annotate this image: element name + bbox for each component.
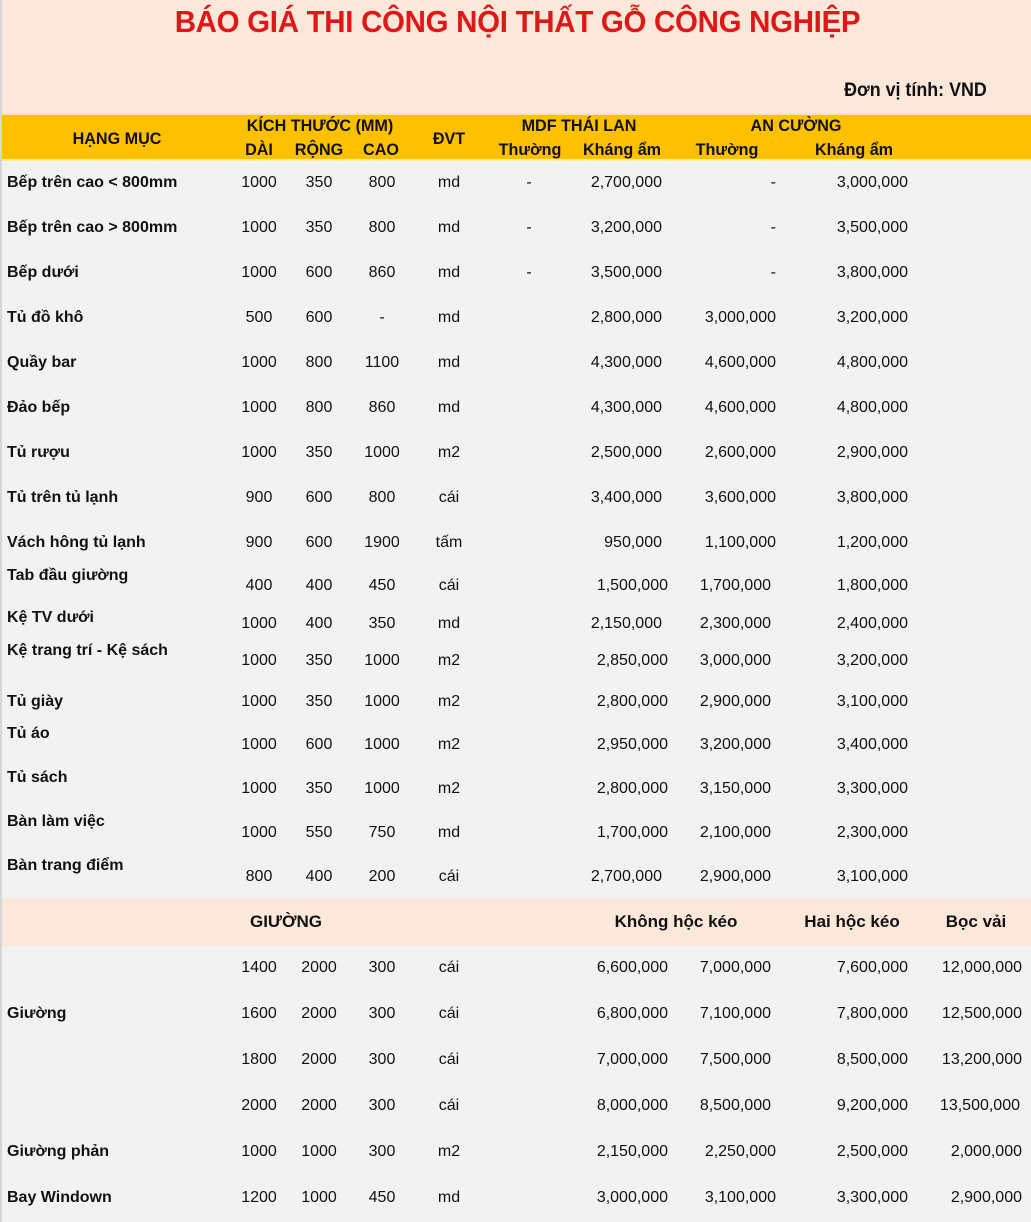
cell-ac-moisture: 3,800,000 bbox=[836, 264, 908, 281]
cell-ac-normal: 4,600,000 bbox=[704, 354, 776, 371]
table-row bbox=[2, 444, 1031, 468]
bed-col-fabric: Bọc vải bbox=[945, 912, 1007, 931]
cell-mdf-moisture: 1,700,000 bbox=[596, 824, 668, 841]
cell-mdf-normal: - bbox=[526, 174, 532, 191]
cell-height: 800 bbox=[368, 174, 396, 191]
bed-cell-width: 2000 bbox=[301, 1097, 337, 1114]
cell-width: 600 bbox=[305, 489, 333, 506]
header-mdf-group: MDF THÁI LAN bbox=[521, 116, 637, 135]
cell-height: 800 bbox=[368, 489, 396, 506]
item-name: Bếp trên cao < 800mm bbox=[7, 174, 178, 191]
bed-cell-unit: cái bbox=[438, 1051, 460, 1068]
cell-height: 1000 bbox=[364, 736, 400, 753]
table-row bbox=[2, 567, 1031, 601]
cell-ac-normal: 4,600,000 bbox=[704, 399, 776, 416]
bed-item-name: Giường phản bbox=[7, 1143, 110, 1160]
bed-cell-length: 1600 bbox=[241, 1005, 277, 1022]
cell-mdf-moisture: 4,300,000 bbox=[590, 399, 662, 416]
cell-length: 900 bbox=[245, 534, 273, 551]
cell-height: 450 bbox=[368, 577, 396, 594]
cell-length: 800 bbox=[245, 868, 273, 885]
item-name: Tủ trên tủ lạnh bbox=[7, 489, 119, 506]
cell-unit: md bbox=[437, 354, 461, 371]
bed-cell-unit: md bbox=[437, 1189, 461, 1206]
bed-cell-length: 1200 bbox=[241, 1189, 277, 1206]
cell-ac-moisture: 3,200,000 bbox=[836, 652, 908, 669]
cell-mdf-moisture: 3,200,000 bbox=[590, 219, 662, 236]
bed-cell-p4: 12,000,000 bbox=[941, 959, 1022, 976]
bed-cell-p3: 7,800,000 bbox=[836, 1005, 908, 1022]
cell-unit: md bbox=[437, 219, 461, 236]
bed-table-row bbox=[2, 1005, 1031, 1029]
bed-cell-length: 1000 bbox=[241, 1143, 277, 1160]
bed-cell-height: 300 bbox=[368, 1097, 396, 1114]
bed-table-row bbox=[2, 1143, 1031, 1167]
bed-cell-height: 300 bbox=[368, 959, 396, 976]
table-row bbox=[2, 219, 1031, 243]
cell-width: 600 bbox=[305, 309, 333, 326]
header-length: DÀI bbox=[245, 140, 273, 159]
header-ancuong-moisture: Kháng ẩm bbox=[814, 140, 894, 159]
cell-mdf-moisture: 950,000 bbox=[604, 534, 662, 551]
cell-ac-normal: - bbox=[770, 174, 776, 191]
page-title: BÁO GIÁ THI CÔNG NỘI THẤT GỖ CÔNG NGHIỆP bbox=[174, 4, 861, 39]
cell-ac-normal: 3,000,000 bbox=[699, 652, 771, 669]
table-row bbox=[2, 693, 1031, 717]
cell-length: 1000 bbox=[241, 399, 277, 416]
bed-cell-p2: 3,100,000 bbox=[704, 1189, 776, 1206]
cell-width: 600 bbox=[305, 534, 333, 551]
item-name: Bàn làm việc bbox=[7, 813, 105, 830]
cell-height: 860 bbox=[368, 399, 396, 416]
table-row bbox=[2, 399, 1031, 423]
cell-length: 1000 bbox=[241, 174, 277, 191]
cell-mdf-moisture: 2,700,000 bbox=[590, 174, 662, 191]
bed-cell-unit: cái bbox=[438, 959, 460, 976]
cell-ac-moisture: 2,300,000 bbox=[836, 824, 908, 841]
cell-length: 1000 bbox=[241, 615, 277, 632]
cell-unit: md bbox=[437, 824, 461, 841]
cell-mdf-moisture: 2,850,000 bbox=[596, 652, 668, 669]
cell-height: 1900 bbox=[364, 534, 400, 551]
cell-ac-normal: - bbox=[770, 264, 776, 281]
cell-width: 400 bbox=[305, 577, 333, 594]
bed-cell-p1: 3,000,000 bbox=[596, 1189, 668, 1206]
item-name: Kệ TV dưới bbox=[7, 609, 94, 626]
cell-ac-normal: 2,900,000 bbox=[699, 868, 771, 885]
cell-mdf-moisture: 2,950,000 bbox=[596, 736, 668, 753]
cell-width: 350 bbox=[305, 652, 333, 669]
item-name: Quầy bar bbox=[7, 354, 77, 371]
table-row bbox=[2, 489, 1031, 513]
cell-length: 1000 bbox=[241, 444, 277, 461]
table-header bbox=[2, 113, 1031, 161]
table-row bbox=[2, 264, 1031, 288]
bed-cell-width: 1000 bbox=[301, 1189, 337, 1206]
cell-height: 800 bbox=[368, 219, 396, 236]
bed-cell-p2: 7,000,000 bbox=[699, 959, 771, 976]
cell-mdf-moisture: 2,800,000 bbox=[596, 693, 668, 710]
header-ancuong-normal: Thường bbox=[695, 140, 759, 159]
cell-height: 750 bbox=[368, 824, 396, 841]
table-row bbox=[2, 642, 1031, 676]
cell-height: 1000 bbox=[364, 444, 400, 461]
item-name: Tab đầu giường bbox=[7, 567, 129, 584]
bed-cell-p4: 2,900,000 bbox=[950, 1189, 1022, 1206]
bed-cell-height: 450 bbox=[368, 1189, 396, 1206]
cell-width: 400 bbox=[305, 868, 333, 885]
bed-cell-p1: 2,150,000 bbox=[596, 1143, 668, 1160]
bed-section-title: GIƯỜNG bbox=[249, 912, 323, 931]
cell-mdf-normal: - bbox=[526, 219, 532, 236]
cell-unit: md bbox=[437, 264, 461, 281]
item-name: Bếp trên cao > 800mm bbox=[7, 219, 178, 236]
cell-ac-moisture: 3,300,000 bbox=[836, 780, 908, 797]
cell-width: 550 bbox=[305, 824, 333, 841]
cell-width: 350 bbox=[305, 780, 333, 797]
item-name: Đảo bếp bbox=[7, 399, 71, 416]
cell-unit: m2 bbox=[437, 736, 461, 753]
bed-table-row bbox=[2, 1097, 1031, 1121]
currency-unit-note: Đơn vị tính: VND bbox=[844, 80, 987, 101]
item-name: Kệ trang trí - Kệ sách bbox=[7, 642, 168, 659]
header-ancuong-group: AN CƯỜNG bbox=[750, 116, 842, 135]
bed-cell-unit: cái bbox=[438, 1097, 460, 1114]
cell-mdf-moisture: 1,500,000 bbox=[596, 577, 668, 594]
bed-cell-height: 300 bbox=[368, 1005, 396, 1022]
item-name: Tủ giày bbox=[7, 693, 64, 710]
header-unit: ĐVT bbox=[432, 129, 466, 148]
cell-ac-moisture: 3,000,000 bbox=[836, 174, 908, 191]
bed-item-name: Bay Windown bbox=[7, 1189, 112, 1206]
table-row bbox=[2, 309, 1031, 333]
header-height: CAO bbox=[363, 140, 399, 159]
cell-ac-moisture: 1,800,000 bbox=[836, 577, 908, 594]
item-name: Tủ áo bbox=[7, 725, 50, 742]
bed-col-two-drawers: Hai hộc kéo bbox=[804, 912, 900, 931]
cell-length: 1000 bbox=[241, 693, 277, 710]
cell-width: 600 bbox=[305, 736, 333, 753]
cell-length: 1000 bbox=[241, 264, 277, 281]
cell-height: 1000 bbox=[364, 780, 400, 797]
bed-table-row bbox=[2, 1051, 1031, 1075]
cell-height: 1000 bbox=[364, 693, 400, 710]
bed-cell-length: 1800 bbox=[241, 1051, 277, 1068]
cell-mdf-moisture: 2,150,000 bbox=[590, 615, 662, 632]
cell-unit: cái bbox=[438, 577, 460, 594]
cell-width: 800 bbox=[305, 399, 333, 416]
cell-unit: md bbox=[437, 399, 461, 416]
bed-cell-p2: 2,250,000 bbox=[704, 1143, 776, 1160]
cell-length: 1000 bbox=[241, 824, 277, 841]
bed-group-label: Giường bbox=[7, 1005, 67, 1022]
cell-ac-moisture: 2,900,000 bbox=[836, 444, 908, 461]
title-band bbox=[2, 0, 1031, 113]
cell-height: 350 bbox=[368, 615, 396, 632]
cell-ac-normal: 3,600,000 bbox=[704, 489, 776, 506]
cell-ac-normal: 3,150,000 bbox=[699, 780, 771, 797]
cell-unit: m2 bbox=[437, 693, 461, 710]
header-size-group: KÍCH THƯỚC (MM) bbox=[246, 116, 394, 135]
cell-width: 350 bbox=[305, 444, 333, 461]
cell-mdf-normal: - bbox=[526, 264, 532, 281]
bed-cell-height: 300 bbox=[368, 1051, 396, 1068]
bed-cell-p2: 8,500,000 bbox=[699, 1097, 771, 1114]
cell-ac-normal: 2,900,000 bbox=[699, 693, 771, 710]
cell-height: 1000 bbox=[364, 652, 400, 669]
bed-section-header bbox=[2, 898, 1031, 946]
bed-cell-width: 2000 bbox=[301, 1051, 337, 1068]
bed-cell-unit: m2 bbox=[437, 1143, 461, 1160]
cell-mdf-moisture: 4,300,000 bbox=[590, 354, 662, 371]
bed-cell-p1: 6,600,000 bbox=[596, 959, 668, 976]
cell-mdf-moisture: 2,800,000 bbox=[596, 780, 668, 797]
cell-mdf-moisture: 3,400,000 bbox=[590, 489, 662, 506]
bed-cell-p3: 9,200,000 bbox=[836, 1097, 908, 1114]
cell-unit: cái bbox=[438, 489, 460, 506]
cell-mdf-moisture: 2,500,000 bbox=[590, 444, 662, 461]
table-row bbox=[2, 857, 1031, 892]
bed-table-row bbox=[2, 1189, 1031, 1213]
cell-unit: m2 bbox=[437, 780, 461, 797]
item-name: Tủ rượu bbox=[7, 444, 70, 461]
bed-cell-p2: 7,100,000 bbox=[699, 1005, 771, 1022]
header-item: HẠNG MỤC bbox=[72, 129, 162, 148]
table-row bbox=[2, 174, 1031, 198]
table-row bbox=[2, 354, 1031, 378]
cell-ac-normal: 2,600,000 bbox=[704, 444, 776, 461]
bed-cell-length: 2000 bbox=[241, 1097, 277, 1114]
bed-cell-p3: 3,300,000 bbox=[836, 1189, 908, 1206]
header-width: RỘNG bbox=[294, 140, 344, 159]
bed-cell-p3: 8,500,000 bbox=[836, 1051, 908, 1068]
table-row bbox=[2, 609, 1031, 639]
cell-ac-normal: 2,100,000 bbox=[699, 824, 771, 841]
bed-cell-p4: 13,200,000 bbox=[941, 1051, 1022, 1068]
bed-cell-width: 2000 bbox=[301, 1005, 337, 1022]
cell-width: 400 bbox=[305, 615, 333, 632]
cell-ac-normal: 3,200,000 bbox=[699, 736, 771, 753]
cell-unit: cái bbox=[438, 868, 460, 885]
cell-length: 1000 bbox=[241, 354, 277, 371]
bed-cell-p4: 13,500,000 bbox=[939, 1097, 1020, 1114]
cell-width: 600 bbox=[305, 264, 333, 281]
bed-cell-p4: 12,500,000 bbox=[941, 1005, 1022, 1022]
cell-unit: m2 bbox=[437, 444, 461, 461]
bed-col-no-drawer: Không hộc kéo bbox=[614, 912, 738, 931]
cell-width: 350 bbox=[305, 693, 333, 710]
cell-ac-moisture: 3,100,000 bbox=[836, 868, 908, 885]
cell-unit: m2 bbox=[437, 652, 461, 669]
bed-cell-height: 300 bbox=[368, 1143, 396, 1160]
header-mdf-normal: Thường bbox=[498, 140, 562, 159]
cell-length: 1000 bbox=[241, 736, 277, 753]
cell-length: 500 bbox=[245, 309, 273, 326]
cell-mdf-moisture: 2,700,000 bbox=[590, 868, 662, 885]
item-name: Tủ sách bbox=[7, 769, 68, 786]
cell-ac-moisture: 1,200,000 bbox=[836, 534, 908, 551]
cell-length: 400 bbox=[245, 577, 273, 594]
cell-ac-moisture: 3,100,000 bbox=[836, 693, 908, 710]
item-name: Vách hông tủ lạnh bbox=[7, 534, 146, 551]
cell-ac-normal: 2,300,000 bbox=[699, 615, 771, 632]
table-row bbox=[2, 813, 1031, 848]
cell-ac-normal: - bbox=[770, 219, 776, 236]
cell-ac-moisture: 4,800,000 bbox=[836, 399, 908, 416]
cell-ac-normal: 1,100,000 bbox=[704, 534, 776, 551]
cell-ac-normal: 1,700,000 bbox=[699, 577, 771, 594]
cell-length: 1000 bbox=[241, 780, 277, 797]
bed-cell-p3: 2,500,000 bbox=[836, 1143, 908, 1160]
cell-width: 350 bbox=[305, 174, 333, 191]
bed-table-row bbox=[2, 959, 1031, 983]
cell-mdf-moisture: 3,500,000 bbox=[590, 264, 662, 281]
cell-height: 860 bbox=[368, 264, 396, 281]
cell-width: 800 bbox=[305, 354, 333, 371]
cell-unit: tấm bbox=[435, 534, 463, 551]
header-mdf-moisture: Kháng ẩm bbox=[582, 140, 662, 159]
bed-cell-p3: 7,600,000 bbox=[836, 959, 908, 976]
bed-cell-p2: 7,500,000 bbox=[699, 1051, 771, 1068]
cell-ac-moisture: 3,200,000 bbox=[836, 309, 908, 326]
bed-cell-length: 1400 bbox=[241, 959, 277, 976]
bed-cell-p4: 2,000,000 bbox=[950, 1143, 1022, 1160]
table-row bbox=[2, 534, 1031, 558]
cell-height: 200 bbox=[368, 868, 396, 885]
cell-width: 350 bbox=[305, 219, 333, 236]
cell-ac-moisture: 3,400,000 bbox=[836, 736, 908, 753]
bed-cell-unit: cái bbox=[438, 1005, 460, 1022]
item-name: Bàn trang điểm bbox=[7, 857, 124, 874]
bed-cell-p1: 8,000,000 bbox=[596, 1097, 668, 1114]
table-row bbox=[2, 769, 1031, 804]
bed-cell-width: 2000 bbox=[301, 959, 337, 976]
cell-length: 1000 bbox=[241, 219, 277, 236]
cell-length: 1000 bbox=[241, 652, 277, 669]
cell-unit: md bbox=[437, 309, 461, 326]
cell-ac-normal: 3,000,000 bbox=[704, 309, 776, 326]
item-name: Tủ đồ khô bbox=[7, 309, 84, 326]
cell-ac-moisture: 3,800,000 bbox=[836, 489, 908, 506]
item-name: Bếp dưới bbox=[7, 264, 79, 281]
table-row bbox=[2, 725, 1031, 760]
cell-ac-moisture: 4,800,000 bbox=[836, 354, 908, 371]
bed-cell-p1: 6,800,000 bbox=[596, 1005, 668, 1022]
cell-length: 900 bbox=[245, 489, 273, 506]
cell-height: 1100 bbox=[364, 354, 400, 371]
cell-ac-moisture: 3,500,000 bbox=[836, 219, 908, 236]
bed-cell-width: 1000 bbox=[301, 1143, 337, 1160]
cell-ac-moisture: 2,400,000 bbox=[836, 615, 908, 632]
cell-height: - bbox=[379, 309, 385, 326]
bed-cell-p1: 7,000,000 bbox=[596, 1051, 668, 1068]
cell-mdf-moisture: 2,800,000 bbox=[590, 309, 662, 326]
cell-unit: md bbox=[437, 615, 461, 632]
cell-unit: md bbox=[437, 174, 461, 191]
